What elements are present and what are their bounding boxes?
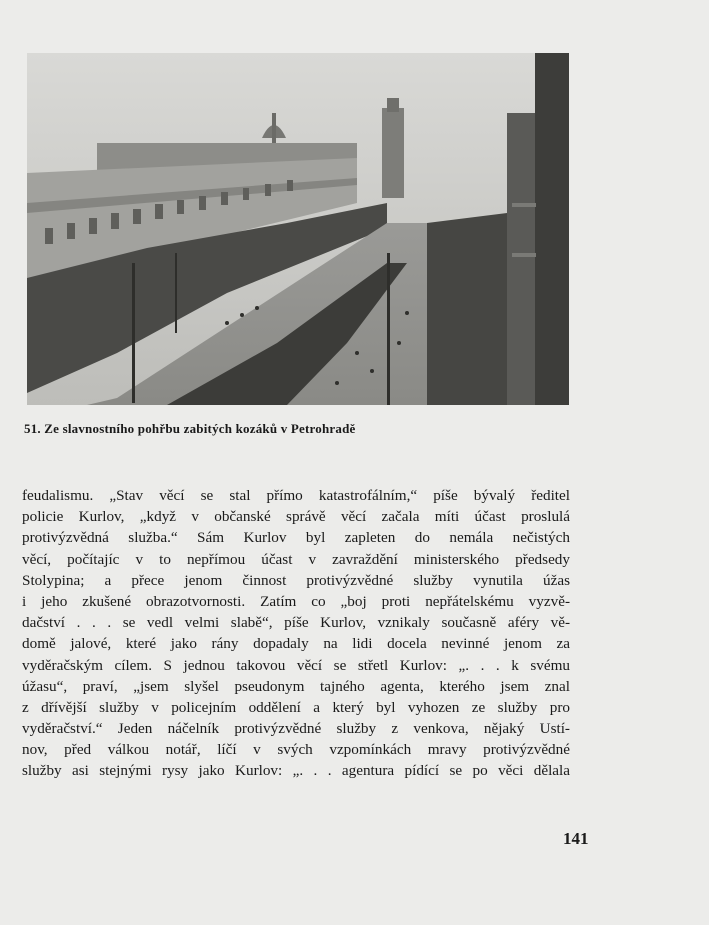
text-line: úžasu“, praví, „jsem slyšel pseudonym tajného agenta, kterého jsem znal <box>22 677 570 695</box>
text-line: nov, před válkou notář, líčí v svých vzpomínkách mravy protivýzvědné <box>22 741 570 759</box>
text-line: služby asi stejnými rysy jako Kurlov: „. . . agentura pídící se po věci dělala <box>22 762 570 780</box>
page-number: 141 <box>563 829 589 848</box>
text-line: dačství . . . se vedl velmi slabě“, píše Kurlov, vznikaly současně aféry vě- <box>22 614 570 632</box>
text-line: z dřívější služby v policejním oddělení a který byl vyhozen ze služby pro <box>22 698 570 716</box>
text-line: i jeho zkušené obrazotvornosti. Zatím co „boj proti nepřátelskému vyzvě- <box>22 592 570 610</box>
text-line: věcí, počítajíc v to nepřímou účast v zavraždění ministerského předsedy <box>22 550 570 568</box>
body-text <box>22 485 570 782</box>
text-line: vyděračství.“ Jeden náčelník protivýzvědné služby z venkova, nějaký Ustí- <box>22 720 570 738</box>
text-line: domě jalové, které jako rány dopadaly na lidi docela nevinné jenom za <box>22 635 570 653</box>
funeral-photograph <box>27 53 569 405</box>
text-line: Stolypina; a přece jenom činnost protivýzvědné služby vynutila úžas <box>22 571 570 589</box>
text-line: protivýzvědná služba.“ Sám Kurlov byl zapleten do nemála nečistých <box>22 529 570 547</box>
figure-caption: 51. Ze slavnostního pohřbu zabitých kozáků v Petrohradě <box>24 421 356 436</box>
text-line: feudalismu. „Stav věcí se stal přímo katastrofálním,“ píše bývalý ředitel <box>22 487 570 504</box>
text-line: vyděračským cílem. S jednou takovou věcí se střetl Kurlov: „. . . k svému <box>22 656 570 674</box>
text-line: policie Kurlov, „když v občanské správě věcí začala míti účast proslulá <box>22 508 570 526</box>
street-crowd-image <box>27 53 569 405</box>
